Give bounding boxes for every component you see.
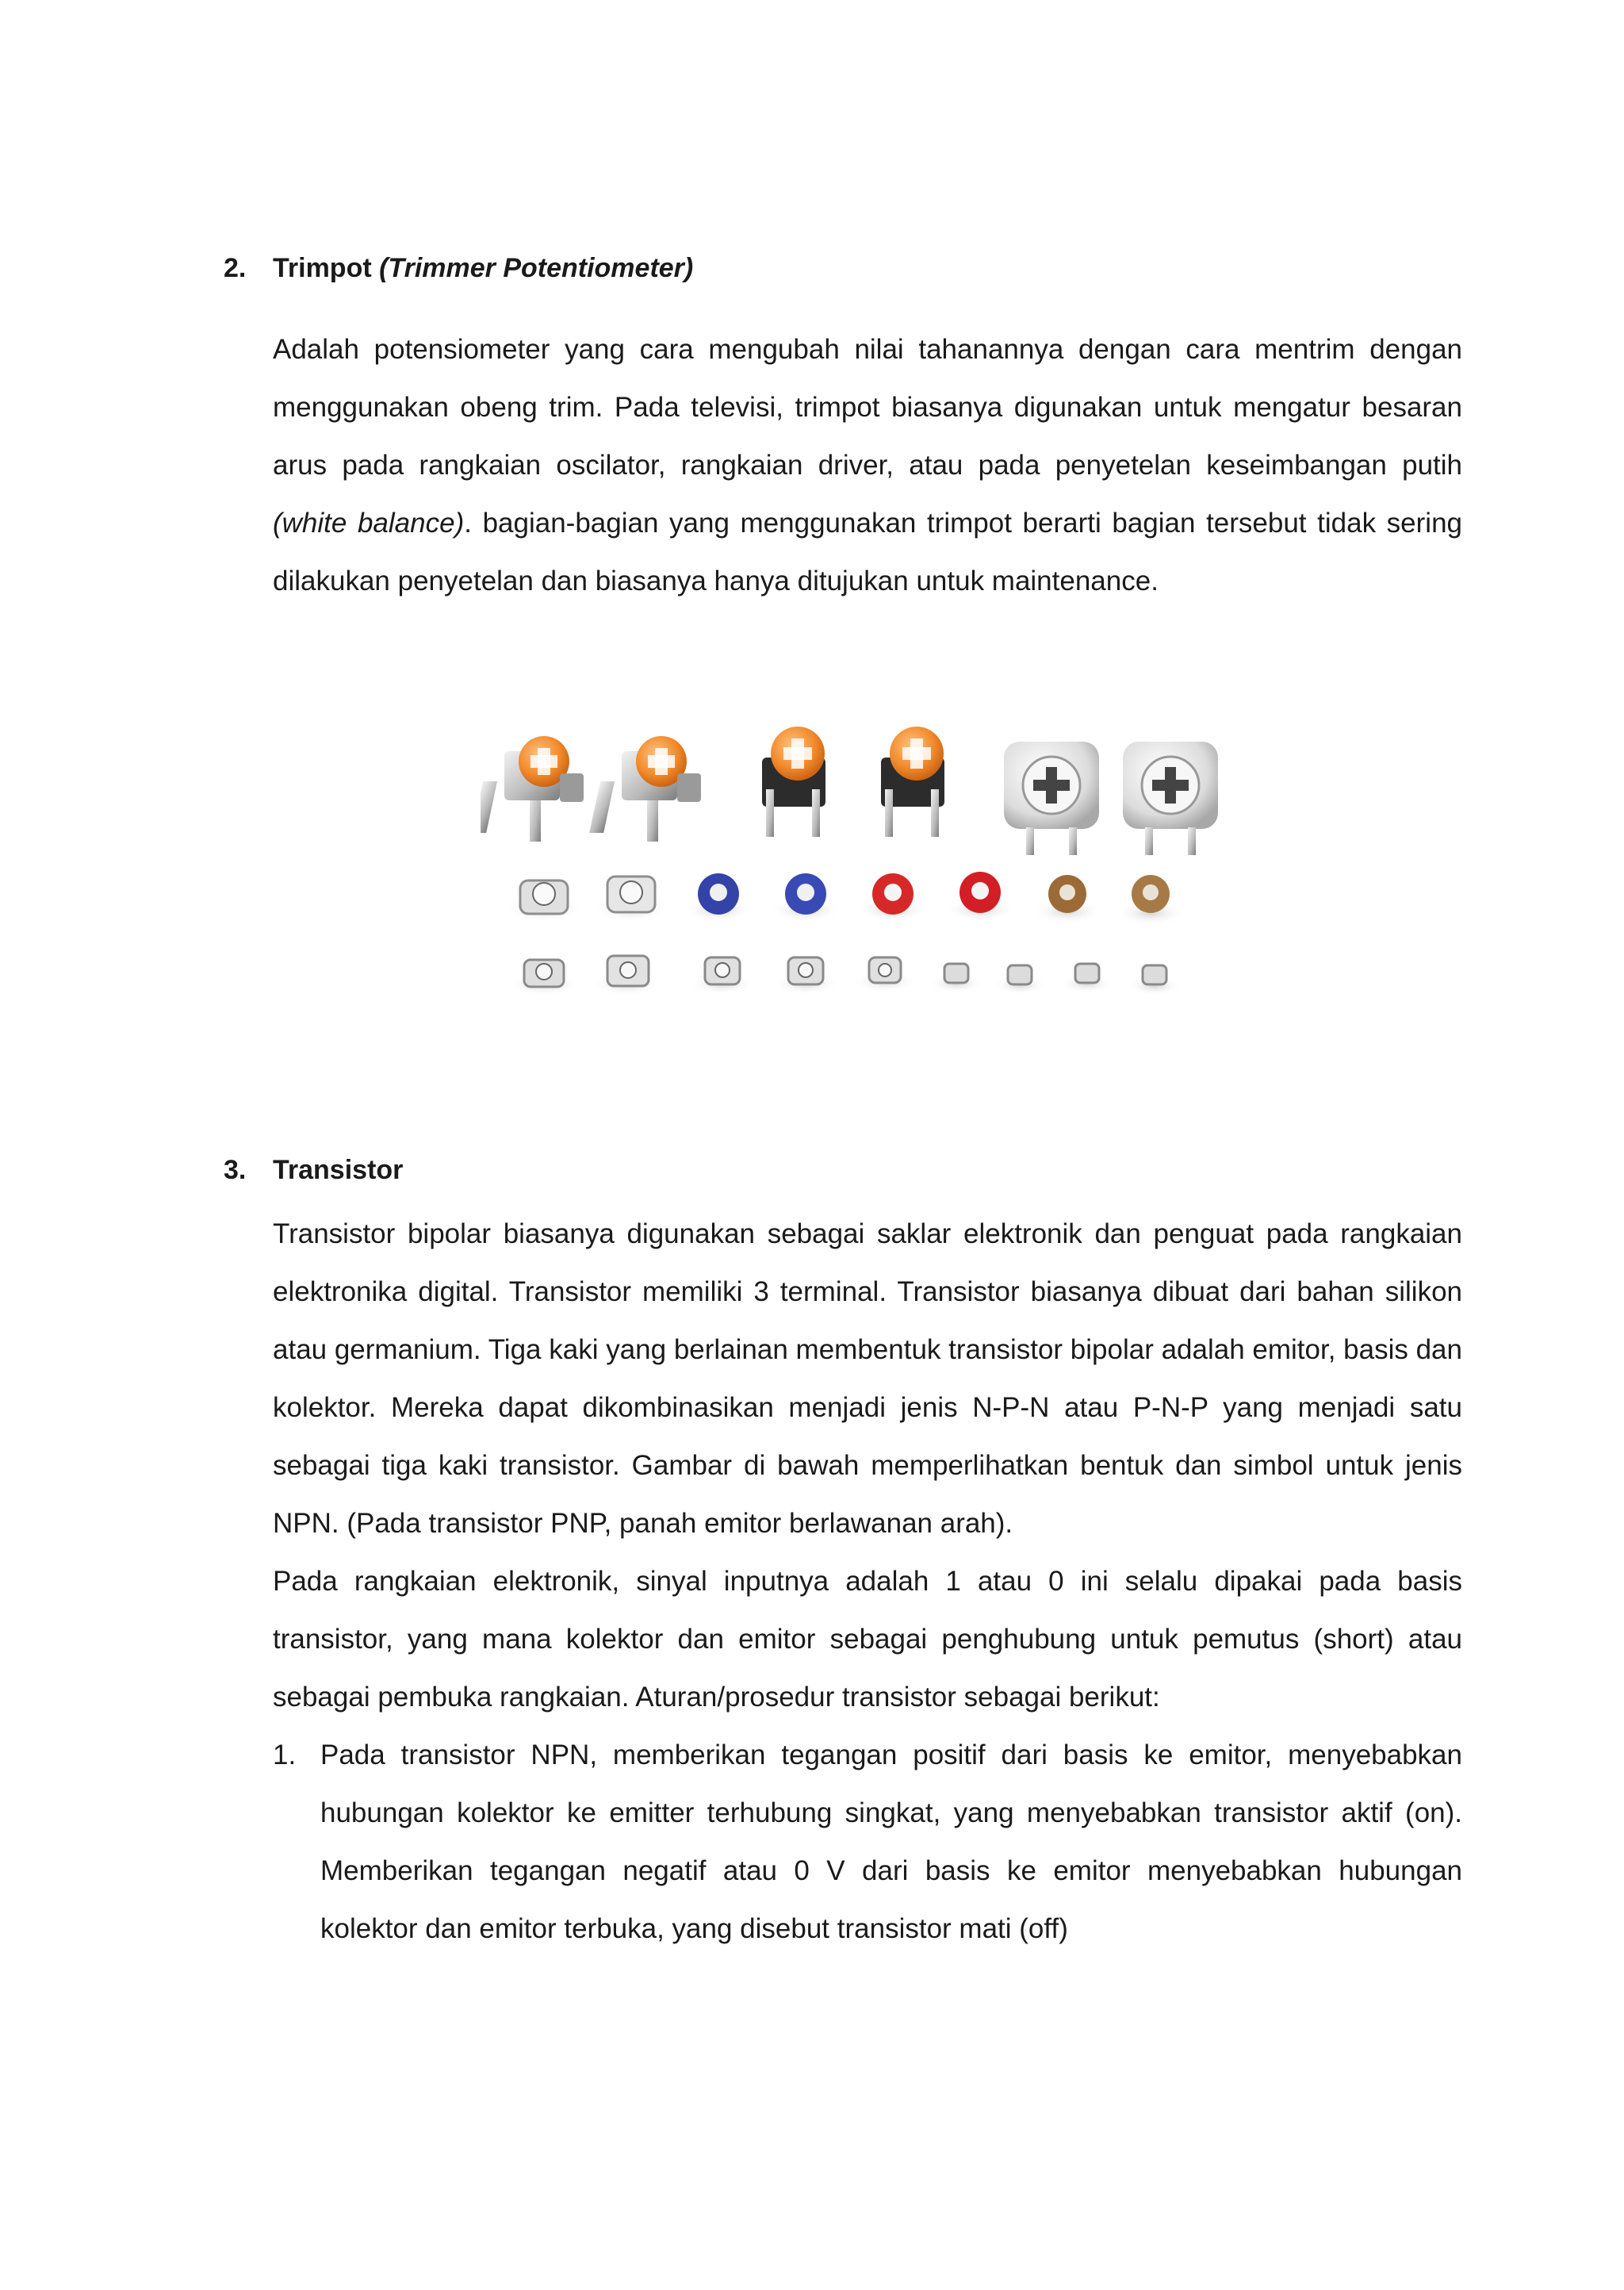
orange-trimpot-2 bbox=[589, 736, 701, 842]
section-2-paragraph-italic: (white balance) bbox=[273, 508, 465, 539]
trimpot-photo bbox=[481, 718, 1242, 1059]
section-2-paragraph bbox=[273, 320, 1462, 610]
section-3-number: 3. bbox=[224, 1155, 247, 1185]
orange-trimpot-3 bbox=[762, 727, 825, 837]
section-3-heading bbox=[224, 1154, 403, 1186]
section-2-title-italic: (Trimmer Potentiometer) bbox=[379, 253, 694, 283]
section-2-paragraph-text-end: . bagian-bagian yang menggunakan trimpot berarti bagian tersebut tidak sering dilakukan penyetelan dan biasanya hanya ditujukan untuk maintenance. bbox=[273, 508, 1463, 596]
white-trimpot-2 bbox=[1123, 742, 1218, 855]
orange-trimpot-4 bbox=[881, 727, 944, 837]
section-3-title: Transistor bbox=[273, 1155, 404, 1185]
section-3-paragraph-2: Pada rangkaian elektronik, sinyal inputnya adalah 1 atau 0 ini selalu dipakai pada basis transistor, yang mana kolektor dan emitor sebagai penghubung untuk pemutus (short) atau sebagai pembuka rangkaian. Aturan/prosedur transistor sebagai berikut: bbox=[273, 1566, 1462, 1713]
list-item-text: Pada transistor NPN, memberikan tegangan positif dari basis ke emitor, menyebabkan hubungan kolektor ke emitter terhubung singkat, yang menyebabkan transistor aktif (on). Memberikan tegangan negatif atau 0 V dari basis ke emitor menyebabkan hubungan kolektor dan emitor terbuka, yang disebut transistor mati (off) bbox=[320, 1740, 1462, 1944]
section-2-heading bbox=[224, 252, 693, 284]
section-2-paragraph-text: Adalah potensiometer yang cara mengubah nilai tahanannya dengan cara mentrim dengan menggunakan obeng trim. Pada televisi, trimpot biasanya digunakan untuk mengatur besaran arus pada rangkaian oscilator, rangkaian driver, atau pada penyetelan keseimbangan putih bbox=[273, 334, 1462, 481]
orange-trimpot-1 bbox=[481, 736, 584, 842]
list-item-number: 1. bbox=[273, 1740, 297, 1770]
smd-trimpot-row-3 bbox=[508, 956, 1182, 996]
section-2-number: 2. bbox=[224, 253, 247, 283]
section-3-paragraph-1: Transistor bipolar biasanya digunakan sebagai saklar elektronik dan penguat pada rangkaian elektronika digital. Transistor memiliki 3 terminal. Transistor biasanya dibuat dari bahan silikon atau germanium. Tiga kaki yang berlainan membentuk transistor bipolar adalah emitor, basis dan kolektor. Mereka dapat dikombinasikan menjadi jenis N-P-N atau P-N-P yang menjadi satu sebagai tiga kaki transistor. Gambar di bawah memperlihatkan bentuk dan simbol untuk jenis NPN. (Pada transistor PNP, panah emitor berlawanan arah). bbox=[273, 1218, 1462, 1539]
list-item bbox=[273, 1726, 1462, 1958]
white-trimpot-1 bbox=[1004, 742, 1099, 855]
smd-trimpot-row-2 bbox=[506, 872, 1185, 926]
section-2-title: Trimpot bbox=[273, 253, 380, 283]
